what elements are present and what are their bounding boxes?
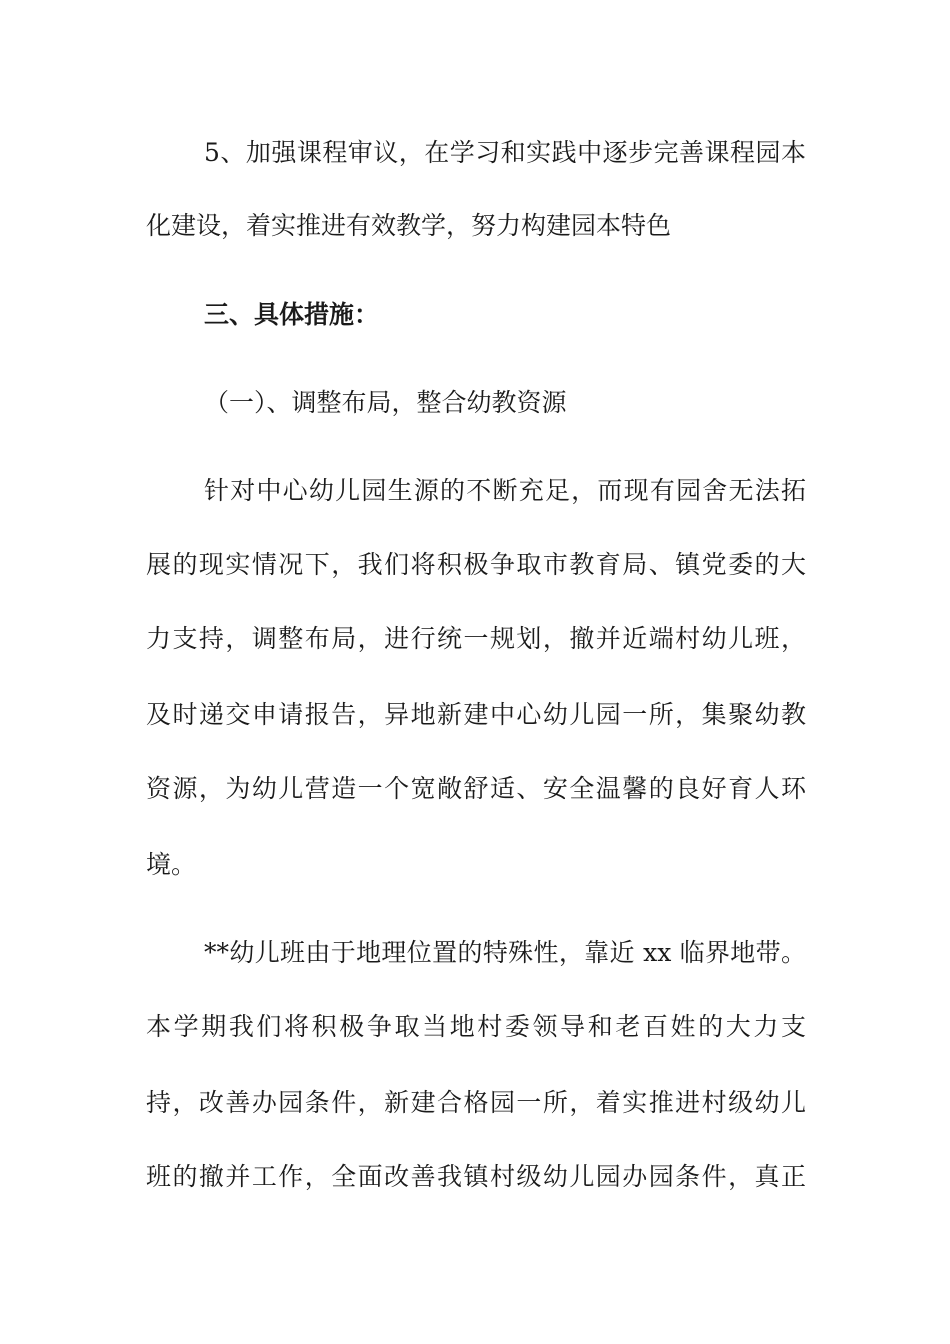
text-line: 力支持，调整布局，进行统一规划，撤并近端村幼儿班， (146, 624, 806, 653)
text-line: 境。 (146, 850, 197, 879)
text-line: 及时递交申请报告，异地新建中心幼儿园一所，集聚幼教 (146, 700, 806, 729)
text-line: 本学期我们将积极争取当地村委领导和老百姓的大力支 (146, 1012, 806, 1041)
subsection-heading: （一）、调整布局，整合幼教资源 (204, 388, 567, 417)
text-line: 展的现实情况下，我们将积极争取市教育局、镇党委的大 (146, 550, 806, 579)
text-line: 持，改善办园条件，新建合格园一所，着实推进村级幼儿 (146, 1088, 806, 1117)
text-line: 化建设，着实推进有效教学，努力构建园本特色 (146, 211, 672, 240)
text-line: 针对中心幼儿园生源的不断充足，而现有园舍无法拓 (204, 476, 806, 505)
text-line: 资源，为幼儿营造一个宽敞舒适、安全温馨的良好育人环 (146, 774, 806, 803)
text-line: 班的撤并工作，全面改善我镇村级幼儿园办园条件，真正 (146, 1162, 806, 1191)
text-line: **幼儿班由于地理位置的特殊性，靠近 xx 临界地带。 (204, 938, 806, 967)
section-heading: 三、具体措施： (204, 300, 380, 329)
text-line: 5、加强课程审议，在学习和实践中逐步完善课程园本 (204, 138, 806, 167)
